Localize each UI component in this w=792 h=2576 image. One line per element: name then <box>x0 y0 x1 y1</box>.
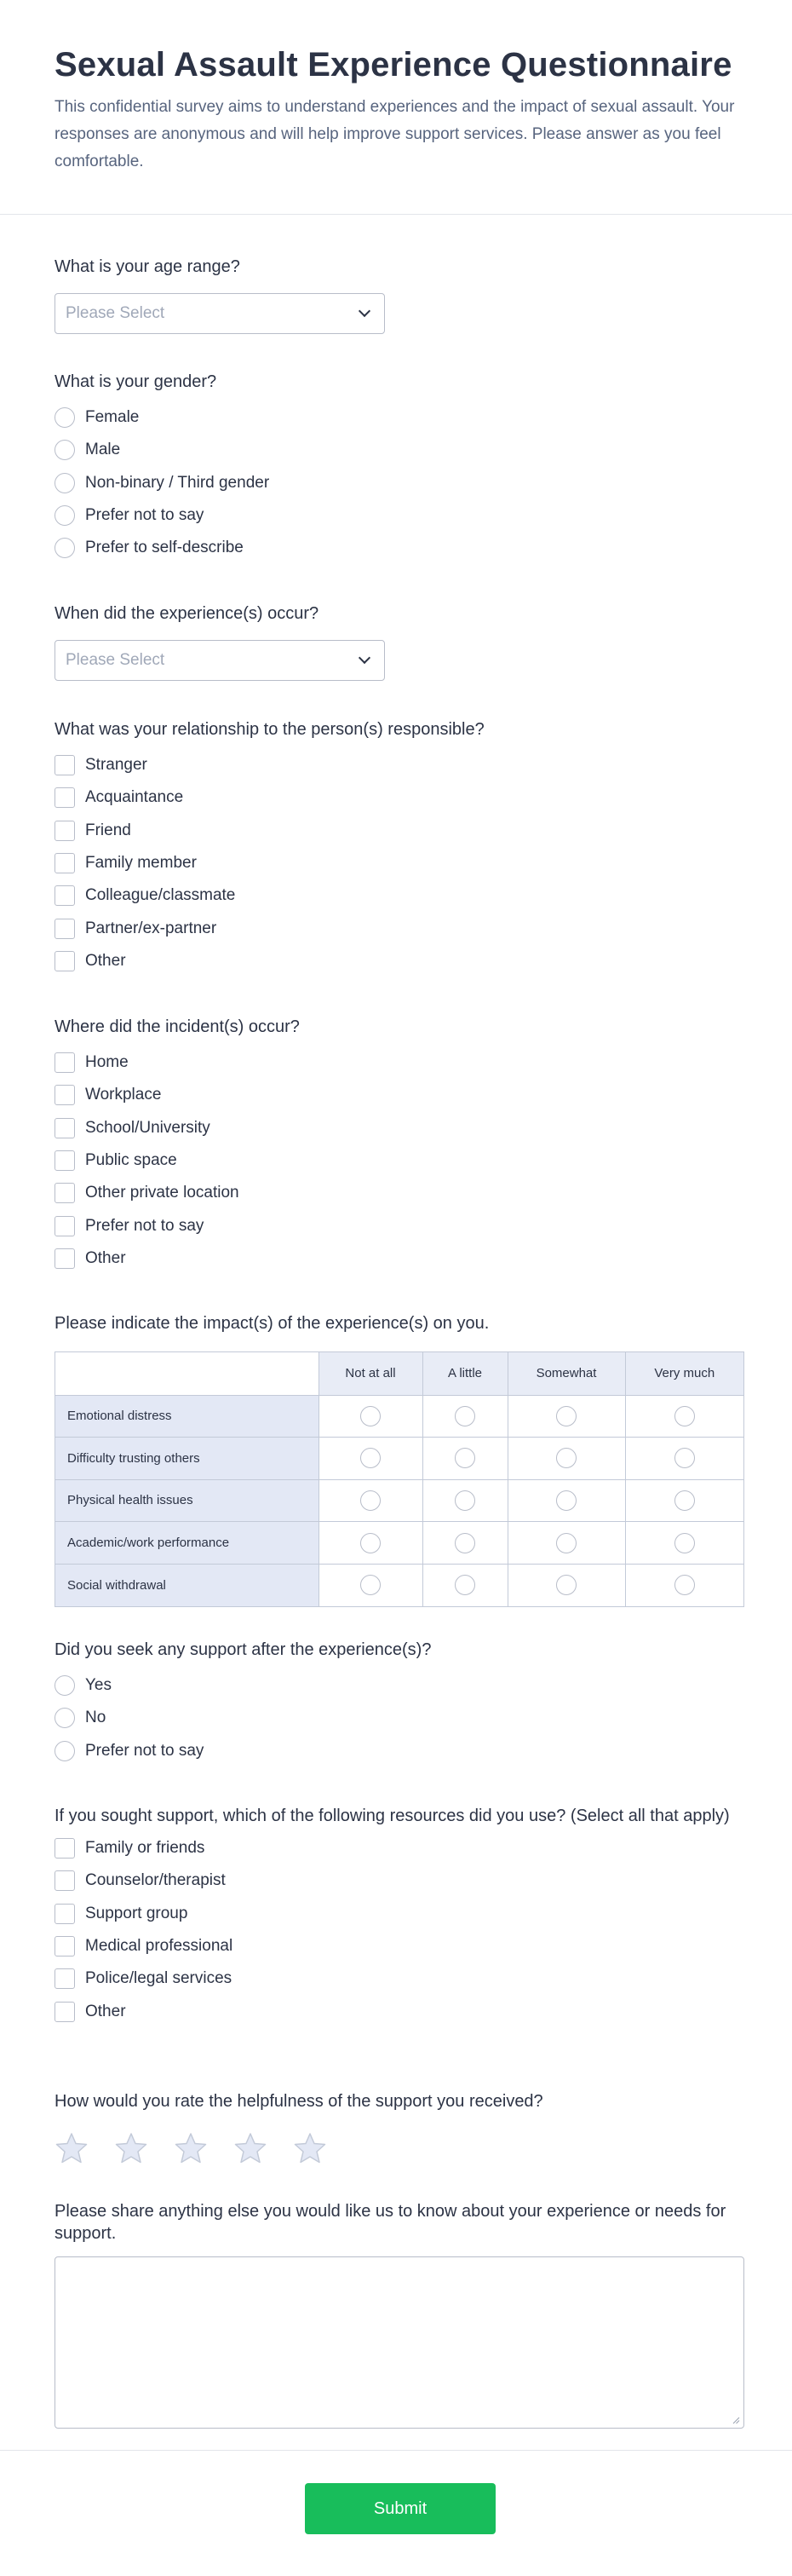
option-label: Prefer not to say <box>85 506 204 525</box>
gender-option[interactable] <box>55 434 744 466</box>
option-label: Other <box>85 1248 126 1267</box>
gender-options <box>55 401 744 564</box>
question-when <box>55 602 744 681</box>
option-label: Medical professional <box>85 1937 233 1956</box>
occurrence-date-select[interactable] <box>55 640 385 681</box>
matrix-radio[interactable] <box>674 1533 695 1553</box>
comments-textarea[interactable] <box>55 2256 744 2429</box>
matrix-radio[interactable] <box>556 1406 577 1426</box>
gender-option[interactable] <box>55 499 744 532</box>
matrix-radio[interactable] <box>360 1406 381 1426</box>
submit-button[interactable]: Submit <box>305 2483 496 2534</box>
resize-grip-icon[interactable] <box>732 2416 740 2424</box>
question-comments <box>55 2200 744 2429</box>
question-impact <box>55 1312 744 1607</box>
checkbox[interactable] <box>55 1216 75 1236</box>
matrix-column-header: A little <box>422 1352 508 1395</box>
matrix-row <box>55 1522 743 1565</box>
option-label: Colleague/classmate <box>85 886 236 905</box>
question-label: How would you rate the helpfulness of the support you received? <box>55 2092 543 2111</box>
question-label: What is your age range? <box>55 257 240 276</box>
radio-button[interactable] <box>55 1741 75 1761</box>
question-label: When did the experience(s) occur? <box>55 604 319 623</box>
option-label: Partner/ex-partner <box>85 919 217 937</box>
question-support <box>55 1639 744 1767</box>
matrix-radio[interactable] <box>674 1490 695 1511</box>
matrix-column-header: Somewhat <box>508 1352 625 1395</box>
star-icon[interactable] <box>114 2131 148 2165</box>
select-placeholder: Please Select <box>66 304 165 322</box>
option-label: Yes <box>85 1676 112 1695</box>
option-label: Female <box>85 408 140 427</box>
matrix-radio[interactable] <box>360 1575 381 1595</box>
matrix-radio[interactable] <box>674 1448 695 1468</box>
question-label: What was your relationship to the person(s) responsible? <box>55 720 485 739</box>
question-rating <box>55 2090 744 2165</box>
matrix-row <box>55 1479 743 1522</box>
resource-option[interactable] <box>55 1898 744 1930</box>
form-description: This confidential survey aims to understand experiences and the impact of sexual assault. Your responses are anonymous and will help improve support services. Please answer as you feel comfortable. <box>55 98 735 170</box>
location-option[interactable] <box>55 1144 744 1177</box>
option-label: Family member <box>85 854 197 873</box>
checkbox[interactable] <box>55 1968 75 1989</box>
relationship-options <box>55 749 744 977</box>
gender-option[interactable] <box>55 532 744 564</box>
option-label: Friend <box>85 821 131 839</box>
question-age <box>55 256 744 334</box>
checkbox[interactable] <box>55 853 75 873</box>
support-options <box>55 1669 744 1767</box>
resource-option[interactable] <box>55 1995 744 2027</box>
matrix-row-label: Academic/work performance <box>55 1522 319 1565</box>
option-label: Other <box>85 951 126 970</box>
matrix-row <box>55 1395 743 1438</box>
checkbox[interactable] <box>55 1118 75 1138</box>
resource-option[interactable] <box>55 1832 744 1864</box>
radio-button[interactable] <box>55 473 75 493</box>
checkbox[interactable] <box>55 1183 75 1203</box>
matrix-row-label: Difficulty trusting others <box>55 1438 319 1480</box>
location-option[interactable] <box>55 1046 744 1079</box>
relationship-option[interactable] <box>55 815 744 847</box>
question-label: Please indicate the impact(s) of the experience(s) on you. <box>55 1314 490 1333</box>
matrix-radio[interactable] <box>674 1406 695 1426</box>
matrix-column-header: Very much <box>625 1352 743 1395</box>
radio-button[interactable] <box>55 538 75 558</box>
question-label: Where did the incident(s) occur? <box>55 1017 300 1036</box>
location-option[interactable] <box>55 1209 744 1242</box>
checkbox[interactable] <box>55 1904 75 1924</box>
support-option[interactable] <box>55 1669 744 1702</box>
checkbox[interactable] <box>55 1150 75 1171</box>
location-options <box>55 1046 744 1275</box>
matrix-radio[interactable] <box>556 1575 577 1595</box>
matrix-radio[interactable] <box>360 1533 381 1553</box>
option-label: Prefer not to say <box>85 1741 204 1760</box>
checkbox[interactable] <box>55 885 75 906</box>
matrix-row <box>55 1438 743 1480</box>
location-option[interactable] <box>55 1177 744 1209</box>
relationship-option[interactable] <box>55 879 744 912</box>
question-label: Please share anything else you would like us to know about your experience or needs for support. <box>55 2202 726 2243</box>
option-label: Home <box>85 1053 129 1072</box>
radio-button[interactable] <box>55 407 75 428</box>
option-label: School/University <box>85 1118 210 1137</box>
age-range-select[interactable] <box>55 293 385 334</box>
option-label: Non-binary / Third gender <box>85 473 270 492</box>
matrix-row-label: Emotional distress <box>55 1395 319 1438</box>
radio-button[interactable] <box>55 1675 75 1696</box>
location-option[interactable] <box>55 1112 744 1144</box>
option-label: No <box>85 1709 106 1727</box>
matrix-radio[interactable] <box>455 1490 475 1511</box>
checkbox[interactable] <box>55 1870 75 1891</box>
checkbox[interactable] <box>55 821 75 841</box>
star-icon[interactable] <box>293 2131 327 2165</box>
star-icon[interactable] <box>55 2131 89 2165</box>
support-option[interactable] <box>55 1735 744 1767</box>
checkbox[interactable] <box>55 919 75 939</box>
checkbox[interactable] <box>55 1052 75 1073</box>
question-label: What is your gender? <box>55 372 217 391</box>
matrix-row <box>55 1564 743 1606</box>
option-label: Other <box>85 2002 126 2020</box>
resource-option[interactable] <box>55 1930 744 1962</box>
checkbox[interactable] <box>55 787 75 808</box>
radio-button[interactable] <box>55 1708 75 1728</box>
matrix-radio[interactable] <box>556 1533 577 1553</box>
radio-button[interactable] <box>55 505 75 526</box>
form-title: Sexual Assault Experience Questionnaire <box>55 46 732 84</box>
checkbox[interactable] <box>55 755 75 775</box>
support-option[interactable] <box>55 1702 744 1734</box>
option-label: Counselor/therapist <box>85 1871 226 1890</box>
question-label: If you sought support, which of the following resources did you use? (Select all that apply) <box>55 1807 730 1825</box>
chevron-down-icon <box>359 305 370 317</box>
option-label: Prefer not to say <box>85 1216 204 1235</box>
resource-option[interactable] <box>55 1962 744 1995</box>
form-header <box>0 0 792 215</box>
star-icon[interactable] <box>233 2131 267 2165</box>
option-label: Family or friends <box>85 1839 205 1858</box>
resource-option[interactable] <box>55 1864 744 1897</box>
option-label: Workplace <box>85 1086 162 1104</box>
matrix-radio[interactable] <box>360 1490 381 1511</box>
question-gender <box>55 371 744 564</box>
gender-option[interactable] <box>55 401 744 434</box>
option-label: Public space <box>85 1151 177 1170</box>
matrix-radio[interactable] <box>455 1533 475 1553</box>
star-rating <box>55 2131 744 2165</box>
matrix-row-label: Physical health issues <box>55 1479 319 1522</box>
select-placeholder: Please Select <box>66 651 165 669</box>
matrix-radio[interactable] <box>360 1448 381 1468</box>
radio-button[interactable] <box>55 440 75 460</box>
gender-option[interactable] <box>55 467 744 499</box>
matrix-corner <box>55 1352 319 1395</box>
relationship-option[interactable] <box>55 847 744 879</box>
checkbox[interactable] <box>55 951 75 971</box>
option-label: Prefer to self-describe <box>85 539 244 557</box>
form-footer <box>0 2450 792 2576</box>
option-label: Other private location <box>85 1184 239 1202</box>
chevron-down-icon <box>359 652 370 664</box>
matrix-radio[interactable] <box>556 1490 577 1511</box>
checkbox[interactable] <box>55 1838 75 1859</box>
checkbox[interactable] <box>55 2002 75 2022</box>
question-label: Did you seek any support after the experience(s)? <box>55 1640 432 1659</box>
star-icon[interactable] <box>174 2131 208 2165</box>
option-label: Support group <box>85 1904 188 1922</box>
question-relationship <box>55 718 744 977</box>
resource-options <box>55 1832 744 2028</box>
matrix-radio[interactable] <box>455 1448 475 1468</box>
impact-matrix <box>55 1351 744 1607</box>
matrix-row-label: Social withdrawal <box>55 1564 319 1606</box>
checkbox[interactable] <box>55 1248 75 1269</box>
relationship-option[interactable] <box>55 781 744 814</box>
checkbox[interactable] <box>55 1085 75 1105</box>
question-where <box>55 1016 744 1275</box>
location-option[interactable] <box>55 1242 744 1275</box>
question-resources <box>55 1805 744 2028</box>
location-option[interactable] <box>55 1079 744 1111</box>
option-label: Acquaintance <box>85 788 184 807</box>
relationship-option[interactable] <box>55 945 744 977</box>
option-label: Stranger <box>85 756 147 775</box>
option-label: Male <box>85 441 121 459</box>
matrix-radio[interactable] <box>556 1448 577 1468</box>
checkbox[interactable] <box>55 1936 75 1956</box>
matrix-radio[interactable] <box>455 1406 475 1426</box>
relationship-option[interactable] <box>55 749 744 781</box>
matrix-radio[interactable] <box>674 1575 695 1595</box>
relationship-option[interactable] <box>55 912 744 944</box>
matrix-column-header: Not at all <box>319 1352 422 1395</box>
option-label: Police/legal services <box>85 1969 232 1988</box>
matrix-radio[interactable] <box>455 1575 475 1595</box>
